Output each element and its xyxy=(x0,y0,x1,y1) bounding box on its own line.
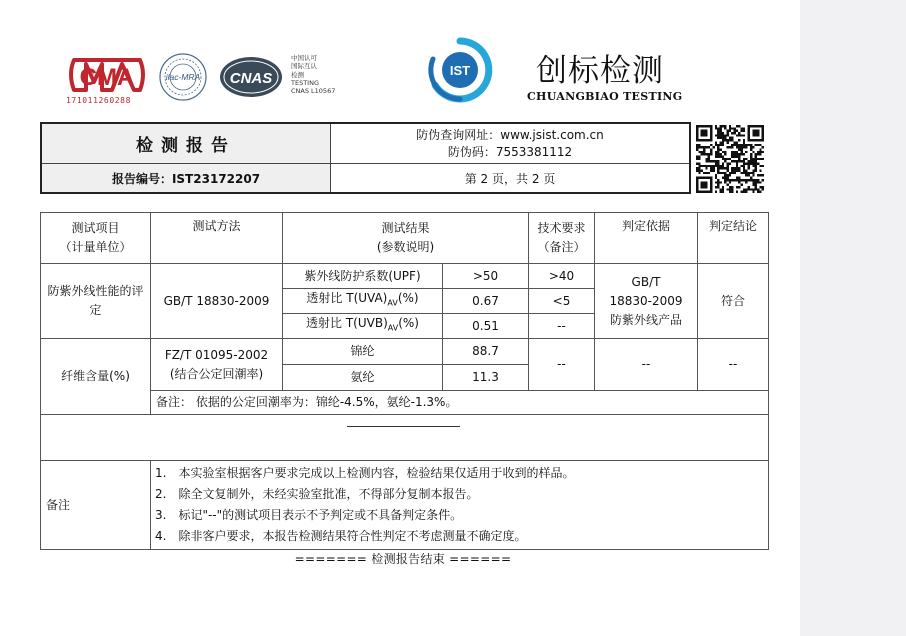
uv-test-method: GB/T 18830-2009 xyxy=(151,264,283,339)
header-test-result: 测试结果 (参数说明) xyxy=(283,213,529,264)
ilac-mra-logo-text: ilac-MRA xyxy=(165,72,201,82)
verification-url: 防伪查询网址：www.jsist.com.cn xyxy=(416,127,604,142)
fiber-note: 备注： 依据的公定回潮率为：锦纶-4.5%，氨纶-1.3%。 xyxy=(151,391,769,415)
ilac-mra-logo xyxy=(157,52,209,102)
qr-code xyxy=(696,125,764,193)
remark-item: 2. 除全文复制外，未经实验室批准，不得部分复制本报告。 xyxy=(155,487,479,501)
brand-name-en: CHUANGBIAO TESTING xyxy=(527,90,683,103)
table-row xyxy=(41,391,769,415)
blank-row xyxy=(41,415,769,461)
separator-line xyxy=(347,426,460,427)
header-test-method: 测试方法 xyxy=(151,213,283,264)
ist-logo-text: IST xyxy=(449,63,471,78)
uv-value-uva: 0.67 xyxy=(443,289,529,314)
fiber-value-spandex: 11.3 xyxy=(443,365,529,391)
table-row xyxy=(41,264,769,289)
uv-test-item: 防紫外线性能的评定 xyxy=(41,264,151,339)
remark-item: 3. 标记"--"的测试项目表示不予判定或不具备判定条件。 xyxy=(155,508,463,522)
brand-name-cn: 创标检测 xyxy=(536,53,664,89)
remark-item: 1. 本实验室根据客户要求完成以上检测内容，检验结果仅适用于收到的样品。 xyxy=(155,466,575,480)
table-row xyxy=(41,339,769,365)
cma-logo xyxy=(66,52,148,102)
fiber-test-item: 纤维含量(%) xyxy=(41,339,151,415)
uv-param-uva: 透射比 $T(UVA)_{AV}(\%)$ xyxy=(283,289,443,314)
uv-param-uvb: 透射比 $T(UVB)_{AV}(\%)$ xyxy=(283,314,443,339)
fiber-value-nylon: 88.7 xyxy=(443,339,529,365)
report-title: 检测报告 xyxy=(42,124,331,164)
anti-counterfeit-code: 防伪码：7553381112 xyxy=(447,144,573,159)
cnas-logo xyxy=(218,54,284,100)
uv-req-uva: <5 xyxy=(529,289,595,314)
header-test-item: 测试项目 （计量单位） xyxy=(41,213,151,264)
uv-value-uvb: 0.51 xyxy=(443,314,529,339)
cma-number: 171011260288 xyxy=(66,96,131,105)
remarks-list xyxy=(151,461,769,550)
report-end-marker: ======= 检测报告结束 ====== xyxy=(294,552,512,566)
fiber-param-spandex: 氨纶 xyxy=(283,365,443,391)
remark-item: 4. 除非客户要求，本报告检测结果符合性判定不考虑测量不确定度。 xyxy=(155,529,527,543)
table-header-row xyxy=(41,213,769,264)
uv-req-uvb: -- xyxy=(529,314,595,339)
remarks-row xyxy=(41,461,769,550)
fiber-param-nylon: 锦纶 xyxy=(283,339,443,365)
fiber-conclusion: -- xyxy=(698,339,769,391)
header-requirement: 技术要求 （备注） xyxy=(529,213,595,264)
uv-basis: GB/T 18830-2009 防紫外线产品 xyxy=(595,264,698,339)
fiber-requirement: -- xyxy=(529,339,595,391)
header-conclusion: 判定结论 xyxy=(698,213,769,264)
page-indicator: 第 2 页，共 2 页 xyxy=(464,171,556,186)
report-number: 报告编号：IST23172207 xyxy=(42,164,331,192)
cnas-accreditation-text: 中国认可 国际互认 检测 TESTING CNAS L10567 xyxy=(291,54,336,96)
ist-logo xyxy=(427,37,493,103)
cma-logo-text: CMA xyxy=(79,64,135,91)
uv-req-upf: >40 xyxy=(529,264,595,289)
uv-conclusion: 符合 xyxy=(698,264,769,339)
uv-param-upf: 紫外线防护系数(UPF) xyxy=(283,264,443,289)
fiber-test-method: FZ/T 01095-2002 (结合公定回潮率) xyxy=(151,339,283,391)
results-table xyxy=(40,212,769,550)
header-basis: 判定依据 xyxy=(595,213,698,264)
fiber-basis: -- xyxy=(595,339,698,391)
anti-counterfeit-info xyxy=(331,124,689,164)
report-header-box xyxy=(40,122,691,194)
blank-cell xyxy=(41,415,769,461)
viewer-side-panel xyxy=(800,0,906,636)
uv-value-upf: >50 xyxy=(443,264,529,289)
cnas-logo-text: CNAS xyxy=(229,70,273,87)
remarks-label: 备注 xyxy=(41,461,151,550)
